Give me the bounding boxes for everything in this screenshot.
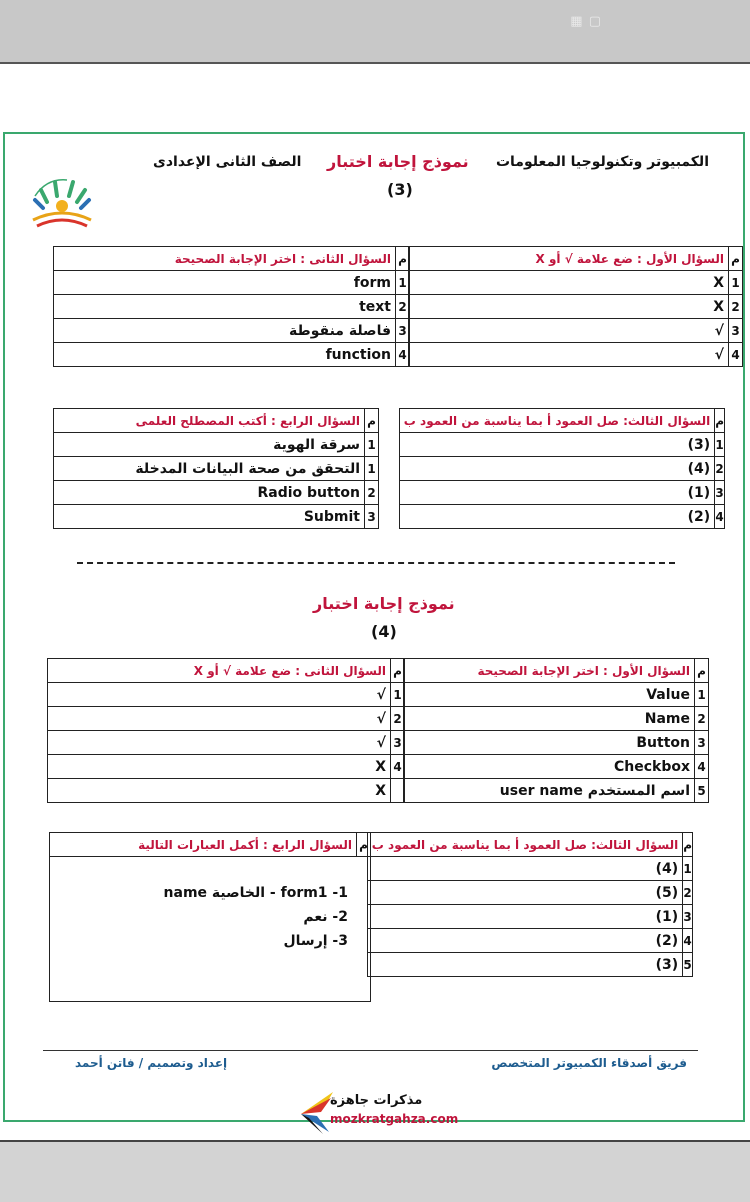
- viewer-toolbar: [0, 62, 750, 110]
- table-row: 1 (4): [367, 857, 692, 881]
- brand-url[interactable]: mozkratgahza.com: [330, 1112, 459, 1126]
- col-m: م: [729, 247, 743, 271]
- q1-header: السؤال الأول : ضع علامة √ أو X: [409, 247, 729, 271]
- exam-title-3: نموذج إجابة اختبار: [327, 152, 469, 171]
- q2-header: السؤال الثانى : ضع علامة √ أو X: [48, 659, 391, 683]
- document-page: [0, 108, 750, 1140]
- q2-header: السؤال الثانى : اختر الإجابة الصحيحة: [54, 247, 396, 271]
- model3-q3-table: م السؤال الثالث: صل العمود أ بما يناسبة من العمود ب 1 (3) 2 (4) 3 (1) 4 (2): [399, 408, 725, 529]
- table-row: 4 (2): [367, 929, 692, 953]
- table-row: 4 √: [409, 343, 743, 367]
- table-row: 1 (3): [399, 433, 724, 457]
- answer-line: 2- نعم: [303, 909, 348, 925]
- q1-header: السؤال الأول : اختر الإجابة الصحيحة: [404, 659, 695, 683]
- table-row: 3 Button: [404, 731, 709, 755]
- footer-team: فريق أصدقاء الكمبيوتر المتخصص: [491, 1056, 687, 1070]
- table-row: 2 text: [54, 295, 410, 319]
- school-logo-icon: [27, 176, 97, 236]
- exam-number-3: (3): [387, 180, 413, 199]
- q3-header: السؤال الثالث: صل العمود أ بما يناسبة من العمود ب: [367, 833, 682, 857]
- model4-q2-table: م السؤال الثانى : ضع علامة √ أو X 1 √ 2 √ 3 √ 4 X X: [47, 658, 405, 803]
- table-row: 5 (3): [367, 953, 692, 977]
- q4-header: السؤال الرابع : أكمل العبارات التالية: [50, 833, 357, 857]
- model4-q1-table: م السؤال الأول : اختر الإجابة الصحيحة 1 Value 2 Name 3 Button 4 Checkbox 5 اسم المستخدم user name: [403, 658, 709, 803]
- model4-q3-table: م السؤال الثالث: صل العمود أ بما يناسبة من العمود ب 1 (4) 2 (5) 3 (1) 4 (2) 5 (3): [367, 832, 693, 977]
- model3-q4-table: م السؤال الرابع : أكتب المصطلح العلمى 1 سرقة الهوية 1 التحقق من صحة البيانات المدخلة 2 Radio button 3 Submit: [53, 408, 379, 529]
- footer-divider: [43, 1050, 698, 1051]
- table-row: 4 X: [48, 755, 405, 779]
- table-row: X: [48, 779, 405, 803]
- exam-title-4: نموذج إجابة اختبار: [313, 594, 455, 613]
- table-row: 1 X: [409, 271, 743, 295]
- table-row: 2 √: [48, 707, 405, 731]
- table-row: 1 √: [48, 683, 405, 707]
- model4-q4-table: م السؤال الرابع : أكمل العبارات التالية 1- form1 - الخاصية name 2- نعم 3- إرسال: [49, 832, 371, 1002]
- table-row: 3 (1): [367, 905, 692, 929]
- page-border: [3, 132, 745, 1122]
- viewer-bottom-bar: [0, 1140, 750, 1202]
- model3-q2-table: م السؤال الثانى : اختر الإجابة الصحيحة 1 form 2 text 3 فاصلة منقوطة 4 function: [53, 246, 410, 367]
- brand-name: مذكرات جاهزة: [330, 1093, 423, 1108]
- table-row: 3 √: [48, 731, 405, 755]
- toolbar-icon: ▦ ▢: [570, 14, 602, 29]
- viewer-top-bar: [0, 0, 750, 62]
- table-row: 2 (4): [399, 457, 724, 481]
- table-row: 1 Value: [404, 683, 709, 707]
- table-row: 2 X: [409, 295, 743, 319]
- table-row: 4 function: [54, 343, 410, 367]
- table-row: 1 التحقق من صحة البيانات المدخلة: [54, 457, 379, 481]
- subject-title: الكمبيوتر وتكنولوجيا المعلومات: [495, 154, 709, 170]
- table-row: 3 √: [409, 319, 743, 343]
- answer-line: 1- form1 - الخاصية name: [163, 885, 348, 901]
- exam-number-4: (4): [371, 622, 397, 641]
- table-row: 3 فاصلة منقوطة: [54, 319, 410, 343]
- separator-dashed: [77, 562, 675, 564]
- table-row: 2 Name: [404, 707, 709, 731]
- table-row: 1 form: [54, 271, 410, 295]
- table-row: 4 Checkbox: [404, 755, 709, 779]
- table-row: 3 Submit: [54, 505, 379, 529]
- table-row: 4 (2): [399, 505, 724, 529]
- answer-line: 3- إرسال: [283, 933, 348, 949]
- table-row: 2 (5): [367, 881, 692, 905]
- brand-logo-icon: [295, 1090, 335, 1134]
- table-row: 3 (1): [399, 481, 724, 505]
- q3-header: السؤال الثالث: صل العمود أ بما يناسبة من العمود ب: [399, 409, 714, 433]
- table-row: 2 Radio button: [54, 481, 379, 505]
- grade-label: الصف الثانى الإعدادى: [153, 154, 302, 170]
- footer-author: إعداد وتصميم / فاتن أحمد: [75, 1056, 228, 1070]
- table-row: 5 اسم المستخدم user name: [404, 779, 709, 803]
- q4-header: السؤال الرابع : أكتب المصطلح العلمى: [54, 409, 365, 433]
- table-row: 1 سرقة الهوية: [54, 433, 379, 457]
- model3-q1-table: [408, 246, 743, 367]
